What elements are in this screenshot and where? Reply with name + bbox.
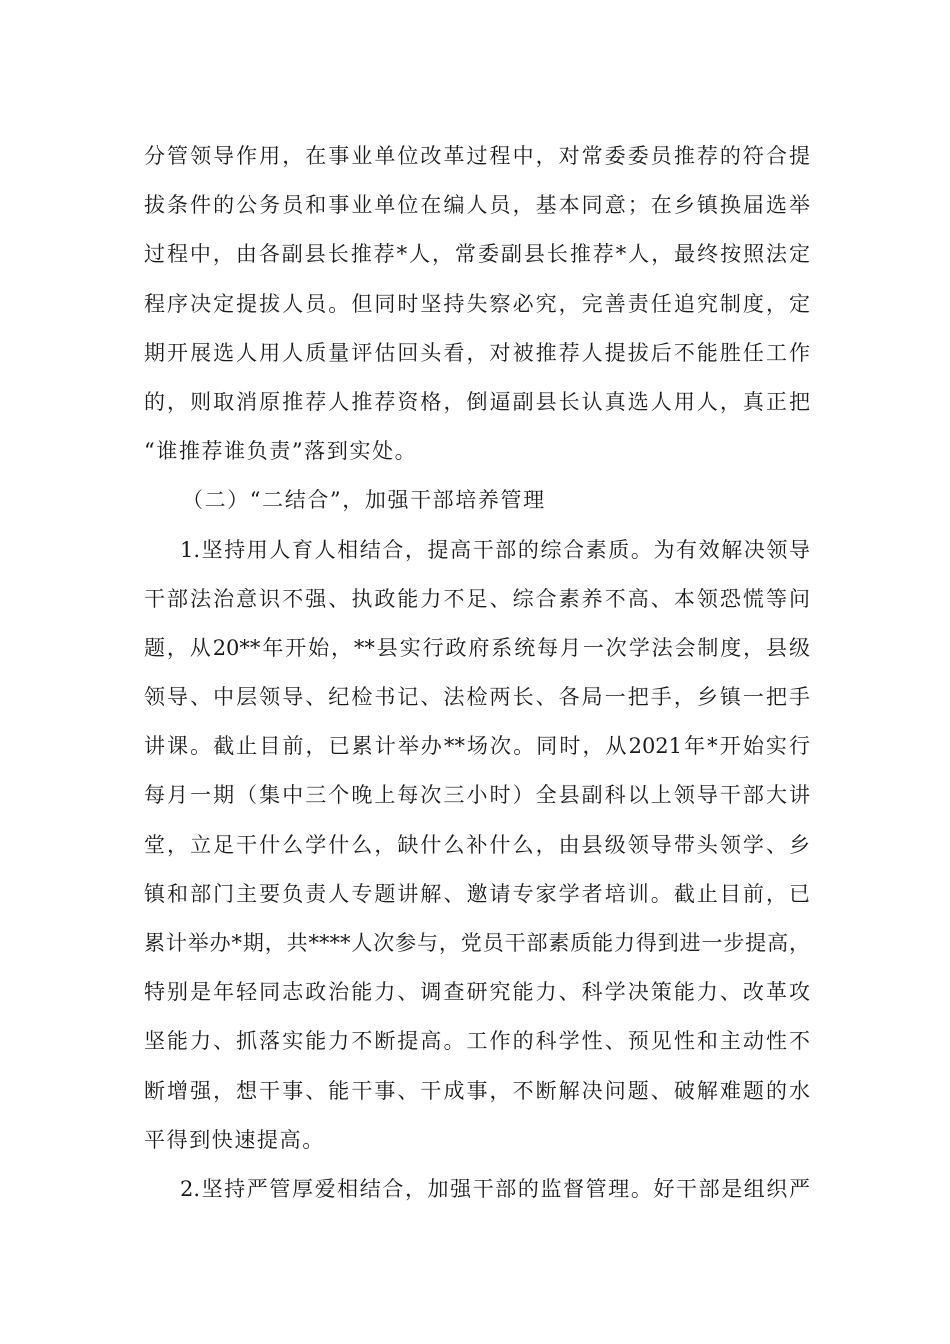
paragraph-line: 平得到快速提高。 bbox=[144, 1127, 325, 1152]
paragraph-line: 累计举办*期，共****人次参与，党员干部素质能力得到进一步提高， bbox=[144, 931, 810, 955]
paragraph-line: 拔条件的公务员和事业单位在编人员，基本同意；在乡镇换届选举 bbox=[144, 193, 810, 218]
paragraph-line: 断增强，想干事、能干事、干成事，不断解决问题、破解难题的水 bbox=[144, 1078, 810, 1103]
paragraph-line: 镇和部门主要负责人专题讲解、邀请专家学者培训。截止目前，已 bbox=[144, 881, 810, 906]
paragraph-line: 2.坚持严管厚爱相结合，加强干部的监督管理。好干部是组织严 bbox=[180, 1176, 810, 1201]
paragraph-line: 分管领导作用，在事业单位改革过程中，对常委委员推荐的符合提 bbox=[144, 144, 810, 168]
paragraph-line: 题，从20**年开始，**县实行政府系统每月一次学法会制度，县级 bbox=[144, 635, 810, 660]
paragraph-line: 讲课。截止目前，已累计举办**场次。同时，从2021年*开始实行 bbox=[144, 734, 810, 759]
paragraph-line: 坚能力、抓落实能力不断提高。工作的科学性、预见性和主动性不 bbox=[144, 1029, 810, 1054]
section-heading: （二）“二结合”，加强干部培养管理 bbox=[182, 488, 546, 513]
paragraph-line: 的，则取消原推荐人推荐资格，倒逼副县长认真选人用人，真正把 bbox=[144, 389, 810, 414]
paragraph-line: 每月一期（集中三个晚上每次三小时）全县副科以上领导干部大讲 bbox=[144, 783, 810, 808]
paragraph-line: 期开展选人用人质量评估回头看，对被推荐人提拔后不能胜任工作 bbox=[144, 340, 810, 365]
paragraph-line: “谁推荐谁负责”落到实处。 bbox=[144, 439, 418, 464]
paragraph-line: 程序决定提拔人员。但同时坚持失察必究，完善责任追究制度，定 bbox=[144, 291, 810, 316]
paragraph-line: 堂，立足干什么学什么，缺什么补什么，由县级领导带头领学、乡 bbox=[144, 832, 810, 857]
paragraph-line: 特别是年轻同志政治能力、调查研究能力、科学决策能力、改革攻 bbox=[144, 980, 810, 1005]
paragraph-line: 1.坚持用人育人相结合，提高干部的综合素质。为有效解决领导 bbox=[180, 537, 810, 562]
paragraph-line: 领导、中层领导、纪检书记、法检两长、各局一把手，乡镇一把手 bbox=[144, 685, 810, 710]
paragraph-line: 过程中，由各副县长推荐*人，常委副县长推荐*人，最终按照法定 bbox=[144, 242, 810, 267]
document-body bbox=[144, 132, 810, 1214]
paragraph-line: 干部法治意识不强、执政能力不足、综合素养不高、本领恐慌等问 bbox=[144, 586, 810, 611]
